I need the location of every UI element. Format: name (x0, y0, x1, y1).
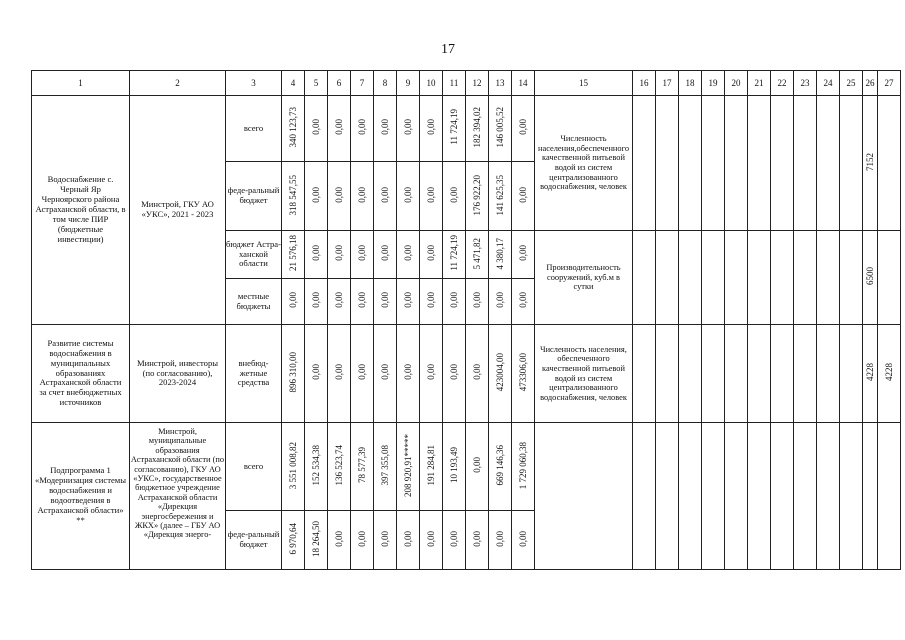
amount-cell: 0,00 (379, 245, 390, 262)
amount-cell: 340 123,73 (287, 107, 298, 148)
amount-cell: 669 146,36 (494, 445, 505, 486)
indicator-value: 4228 (864, 363, 875, 382)
amount-cell: 0,00 (471, 364, 482, 381)
amount-cell: 141 625,35 (494, 174, 505, 216)
amount-cell: 0,00 (379, 292, 390, 309)
amount-cell: 0,00 (425, 186, 436, 203)
amount-cell: 0,00 (402, 364, 413, 381)
col-number: 6 (328, 71, 351, 96)
amount-cell: 176 922,20 (471, 174, 482, 216)
indicator-name: Производительность сооружений, куб.м в сутки (535, 231, 633, 325)
amount-cell: 0,00 (333, 245, 344, 262)
col-number: 12 (466, 71, 489, 96)
col-number: 9 (397, 71, 420, 96)
col-number: 15 (535, 71, 633, 96)
amount-cell: 0,00 (494, 292, 505, 309)
amount-cell: 397 355,08 (379, 445, 390, 486)
amount-cell: 136 523,74 (333, 445, 344, 486)
col-number: 11 (443, 71, 466, 96)
amount-cell: 0,00 (517, 292, 528, 309)
indicator-value: 6500 (864, 267, 875, 286)
amount-cell: 1 729 060,38 (517, 441, 528, 489)
table-row (32, 325, 901, 423)
amount-cell: 10 193,49 (448, 447, 459, 484)
amount-cell: 0,00 (425, 245, 436, 262)
amount-cell: 11 724,19 (448, 109, 459, 146)
funding-source: бюджет Астра-ханской области (226, 231, 282, 279)
amount-cell: 18 264,50 (310, 520, 321, 557)
col-number: 5 (305, 71, 328, 96)
activity-name: Водоснабжение с. Черный Яр Черноярского района Астраханской области, в том числе ПИР (бюджетные инвестиции) (32, 96, 130, 325)
amount-cell: 0,00 (333, 119, 344, 136)
col-number: 19 (702, 71, 725, 96)
amount-cell: 0,00 (356, 186, 367, 203)
amount-cell: 0,00 (402, 119, 413, 136)
amount-cell: 0,00 (448, 186, 459, 203)
subprogram-name: Подпрограмма 1 «Модернизация системы водоснабжения и водоотведения в Астраханской области» ** (32, 423, 130, 570)
amount-cell: 0,00 (517, 530, 528, 547)
col-number: 24 (817, 71, 840, 96)
amount-cell: 0,00 (425, 119, 436, 136)
amount-cell: 0,00 (310, 292, 321, 309)
amount-cell: 896 310,00 (287, 352, 298, 393)
col-number: 16 (633, 71, 656, 96)
amount-cell: 0,00 (379, 364, 390, 381)
col-number: 7 (351, 71, 374, 96)
amount-cell: 0,00 (333, 530, 344, 547)
amount-cell: 21 576,18 (287, 235, 298, 272)
amount-cell: 4 380,17 (494, 237, 505, 270)
amount-cell: 0,00 (448, 530, 459, 547)
amount-cell: 0,00 (471, 292, 482, 309)
col-number: 8 (374, 71, 397, 96)
amount-cell: 0,00 (494, 530, 505, 547)
executor: Минстрой, инвесторы (по согласованию), 2023-2024 (130, 325, 226, 423)
col-number: 21 (748, 71, 771, 96)
col-number: 26 (863, 71, 878, 96)
amount-cell: 0,00 (402, 186, 413, 203)
amount-cell: 0,00 (356, 119, 367, 136)
col-number: 14 (512, 71, 535, 96)
col-number: 22 (771, 71, 794, 96)
amount-cell: 182 394,02 (471, 107, 482, 148)
funding-source: всего (226, 96, 282, 162)
amount-cell: 0,00 (356, 364, 367, 381)
amount-cell: 0,00 (333, 364, 344, 381)
funding-source: феде-ральный бюджет (226, 511, 282, 570)
amount-cell: 0,00 (402, 292, 413, 309)
amount-cell: 0,00 (402, 245, 413, 262)
amount-cell: 318 547,55 (287, 174, 298, 216)
amount-cell: 152 534,38 (310, 445, 321, 486)
col-number: 17 (656, 71, 679, 96)
col-number: 27 (878, 71, 901, 96)
amount-cell: 0,00 (379, 119, 390, 136)
col-number: 10 (420, 71, 443, 96)
amount-cell: 0,00 (471, 457, 482, 474)
col-number: 20 (725, 71, 748, 96)
col-number: 18 (679, 71, 702, 96)
col-number: 1 (32, 71, 130, 96)
amount-cell: 473306,00 (517, 353, 528, 392)
amount-cell: 0,00 (402, 530, 413, 547)
amount-cell: 208 920,91***** (402, 433, 413, 497)
amount-cell: 0,00 (333, 292, 344, 309)
amount-cell: 0,00 (425, 530, 436, 547)
amount-cell: 0,00 (310, 245, 321, 262)
amount-cell: 0,00 (356, 292, 367, 309)
funding-source: феде-ральный бюджет (226, 162, 282, 231)
amount-cell: 0,00 (310, 119, 321, 136)
indicator-value: 4228 (883, 363, 894, 382)
program-table (31, 70, 901, 570)
amount-cell: 0,00 (379, 530, 390, 547)
amount-cell: 3 551 008,82 (287, 441, 298, 489)
col-number: 2 (130, 71, 226, 96)
amount-cell: 0,00 (425, 364, 436, 381)
executor: Минстрой, ГКУ АО «УКС», 2021 - 2023 (130, 96, 226, 325)
amount-cell: 0,00 (471, 530, 482, 547)
indicator-name: Численность населения, обеспеченного качественной питьевой водой из систем централизованного водоснабжения, человек (535, 325, 633, 423)
amount-cell: 191 284,81 (425, 445, 436, 486)
table-row (32, 96, 901, 162)
col-number: 13 (489, 71, 512, 96)
executor: Минстрой, муниципальные образования Астраханской области (по согласованию), ГКУ АО «УКС», государственное бюджетное учреждение Астраханской области «Дирекция энергосбережения и ЖКХ» (далее – ГБУ АО «Дирекция энерго- (130, 427, 225, 540)
col-number: 3 (226, 71, 282, 96)
amount-cell: 11 724,19 (448, 235, 459, 272)
amount-cell: 0,00 (517, 119, 528, 136)
page-number: 17 (441, 42, 455, 57)
amount-cell: 5 471,82 (471, 237, 482, 270)
amount-cell: 6 970,64 (287, 523, 298, 555)
amount-cell: 0,00 (379, 186, 390, 203)
amount-cell: 146 005,52 (494, 107, 505, 148)
amount-cell: 0,00 (310, 186, 321, 203)
amount-cell: 0,00 (287, 292, 298, 309)
amount-cell: 0,00 (333, 186, 344, 203)
activity-name: Развитие системы водоснабжения в муниципальных образованиях Астраханской области за счет внебюджетных источников (32, 325, 130, 423)
funding-source: всего (226, 423, 282, 511)
amount-cell: 0,00 (448, 364, 459, 381)
amount-cell: 0,00 (310, 364, 321, 381)
amount-cell: 0,00 (517, 245, 528, 262)
col-number: 23 (794, 71, 817, 96)
col-number: 4 (282, 71, 305, 96)
amount-cell: 78 577,39 (356, 447, 367, 484)
amount-cell: 0,00 (356, 530, 367, 547)
amount-cell: 423004,00 (494, 353, 505, 392)
amount-cell: 0,00 (425, 292, 436, 309)
indicator-value: 7152 (864, 152, 875, 171)
amount-cell: 0,00 (517, 186, 528, 203)
amount-cell: 0,00 (356, 245, 367, 262)
table-row (32, 423, 901, 511)
indicator-name: Численность населения,обеспеченного качественной питьевой водой из систем централизованного водоснабжения, человек (535, 96, 633, 231)
col-number: 25 (840, 71, 863, 96)
funding-source: местные бюджеты (226, 279, 282, 325)
header-row (32, 71, 901, 96)
funding-source: внебюд-жетные средства (226, 325, 282, 423)
amount-cell: 0,00 (448, 292, 459, 309)
